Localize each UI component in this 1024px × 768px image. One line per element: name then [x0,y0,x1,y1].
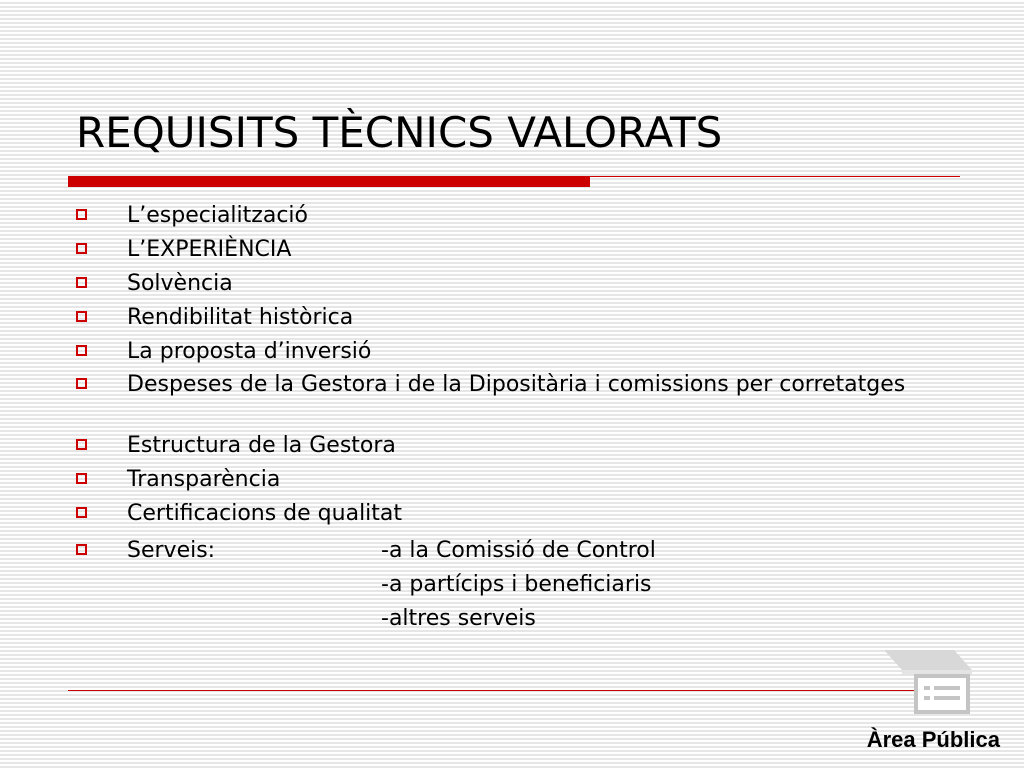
square-outline-icon [76,378,87,389]
square-outline-icon [76,507,87,518]
list-item-text: L’EXPERIÈNCIA [127,237,292,262]
serveis-subitem: -a partícips i beneficiaris [381,572,652,597]
serveis-label: Serveis: [127,538,216,563]
square-outline-icon [76,243,87,254]
square-outline-icon [76,473,87,484]
list-item-text: L’especialització [127,203,308,228]
square-outline-icon [76,439,87,450]
footer-area-label: Àrea Pública [866,727,1000,752]
serveis-subitem: -altres serveis [381,606,536,631]
list-item-text: Transparència [127,467,281,492]
list-item-text: Certificacions de qualitat [127,501,403,526]
square-outline-icon [76,209,87,220]
slide-title: REQUISITS TÈCNICS VALORATS [76,108,723,157]
list-item-text: Solvència [127,271,233,296]
list-item-text: Estructura de la Gestora [127,433,396,458]
list-item-text: La proposta d’inversió [127,339,372,364]
square-outline-icon [76,277,87,288]
footer-divider [68,690,960,691]
list-item-text: Rendibilitat històrica [127,305,354,330]
square-outline-icon [76,544,87,555]
square-outline-icon [76,311,87,322]
list-item-text: Despeses de la Gestora i de la Dipositària i comissions per corretatges [127,372,906,397]
square-outline-icon [76,345,87,356]
serveis-subitem: -a la Comissió de Control [381,538,656,563]
document-list-icon [880,648,974,718]
